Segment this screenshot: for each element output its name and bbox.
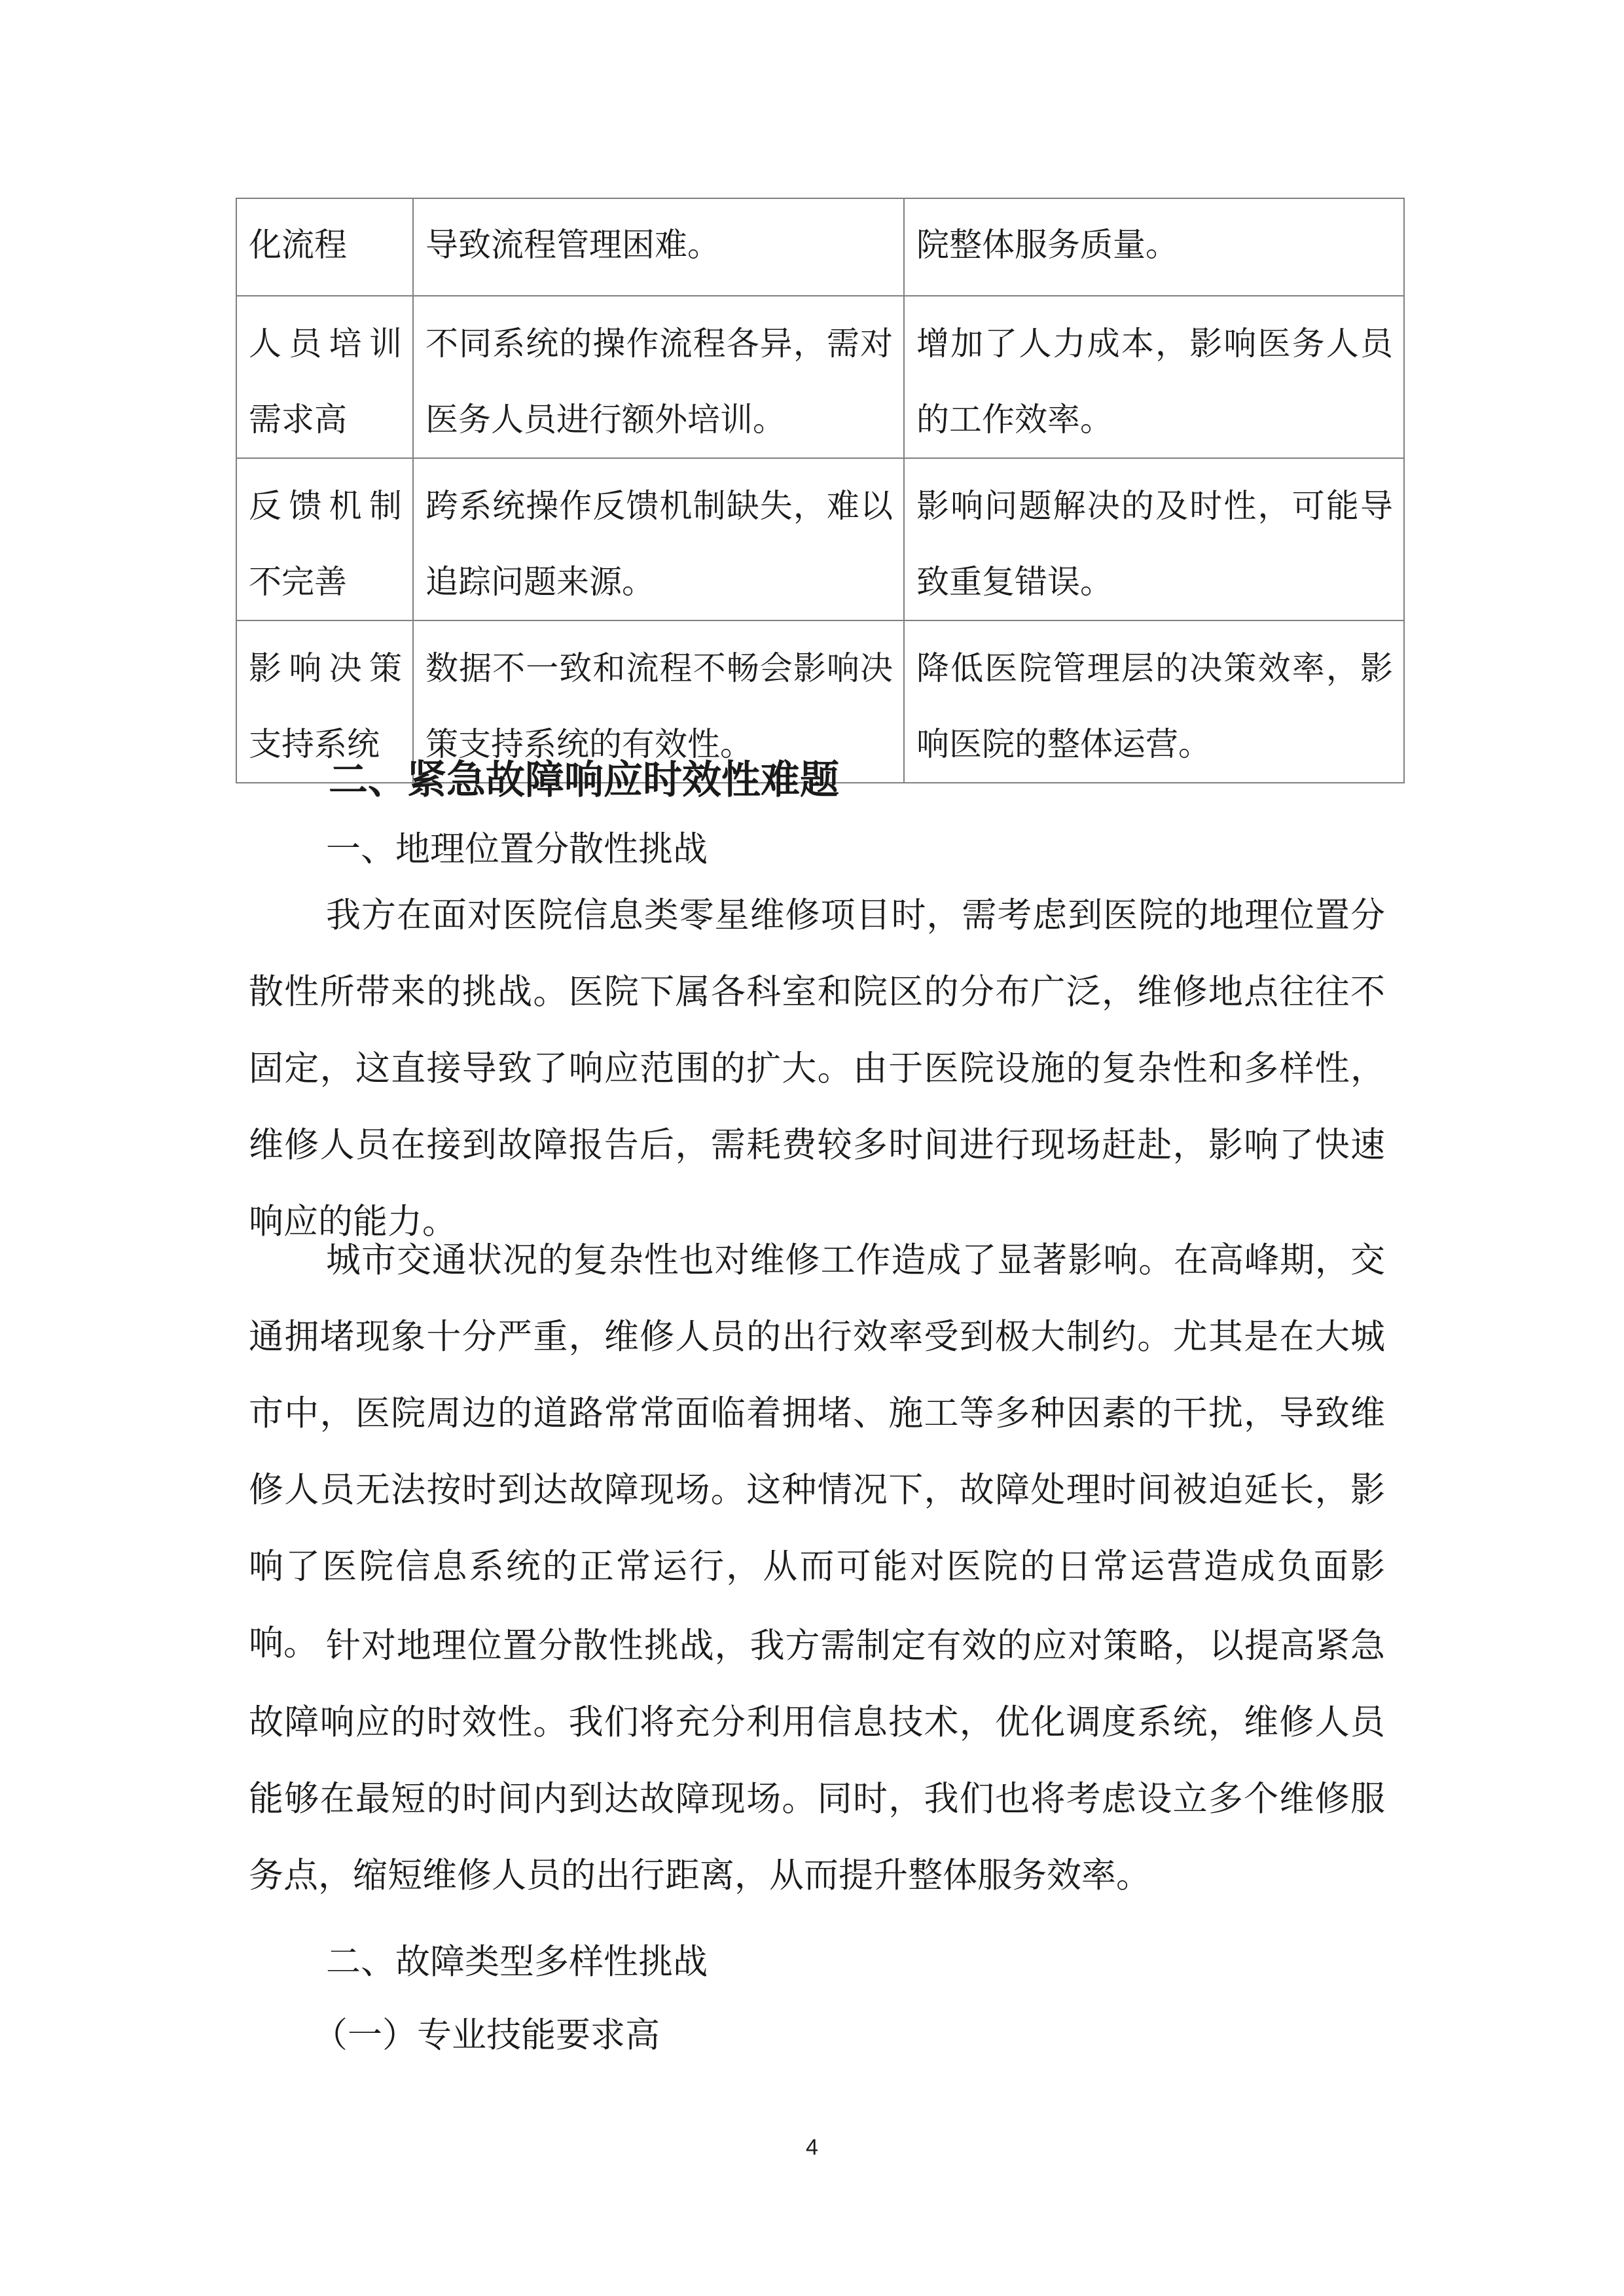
table-cell: 影响决策 支持系统 [249,649,402,763]
paragraph-text: 针对地理位置分散性挑战，我方需制定有效的应对策略，以提高紧急故障响应的时效性。我们将充分利用信息技术，优化调度系统，维修人员能够在最短的时间内到达故障现场。同时，我们也将考虑设立多个维修服务点，缩短维修人员的出行距离，从而提升整体服务效率。 [249,1626,1385,1895]
table-cell: 降低医院管理层的决策效率，影 响医院的整体运营。 [916,649,1393,763]
table-row [236,296,1404,458]
issues-table [236,198,1405,783]
table-cell: 导致流程管理困难。 [425,226,720,264]
subsection-heading-fault-types: 二、故障类型多样性挑战 [326,1942,708,1982]
page-number: 4 [806,2135,818,2160]
table-cell: 人员培训 需求高 [249,325,402,439]
table-row [236,198,1404,296]
table-cell: 化流程 [249,226,347,264]
table-cell: 院整体服务质量。 [916,226,1178,264]
table-cell: 影响问题解决的及时性，可能导 致重复错误。 [916,487,1393,601]
paragraph-geography [249,877,1385,1260]
paragraph-text: 城市交通状况的复杂性也对维修工作造成了显著影响。在高峰期，交通拥堵现象十分严重，维修人员的出行效率受到极大制约。尤其是在大城市中，医院周边的道路常常面临着拥堵、施工等多种因素的干扰，导致维修人员无法按时到达故障现场。这种情况下，故障处理时间被迫延长，影响了医院信息系统的正常运行，从而可能对医院的日常运营造成负面影响。 [249,1240,1385,1663]
paragraph-strategy [249,1607,1385,1914]
table-cell: 不同系统的操作流程各异，需对 医务人员进行额外培训。 [425,325,893,439]
table-cell: 跨系统操作反馈机制缺失，难以 追踪问题来源。 [425,487,893,601]
paragraph-text: 我方在面对医院信息类零星维修项目时，需考虑到医院的地理位置分散性所带来的挑战。医院下属各科室和院区的分布广泛，维修地点往往不固定，这直接导致了响应范围的扩大。由于医院设施的复杂性和多样性，维修人员在接到故障报告后，需耗费较多时间进行现场赶赴，影响了快速响应的能力。 [249,895,1385,1242]
table-row [236,458,1404,620]
section-heading: 二、紧急故障响应时效性难题 [329,757,839,803]
subsection-heading-skills: （一）专业技能要求高 [313,2015,660,2055]
subsection-heading-geography: 一、地理位置分散性挑战 [326,829,708,869]
table-cell: 增加了人力成本，影响医务人员 的工作效率。 [916,325,1393,439]
table-cell: 数据不一致和流程不畅会影响决 策支持系统的有效性。 [425,649,893,763]
table-cell: 反馈机制 不完善 [249,487,402,601]
